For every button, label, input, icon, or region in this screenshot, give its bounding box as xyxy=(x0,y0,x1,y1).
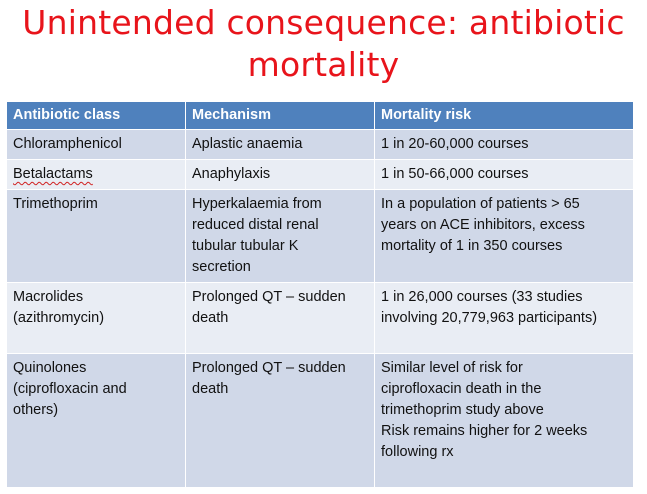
antibiotic-mortality-table xyxy=(6,101,634,488)
cell-text: tubular tubular K xyxy=(192,238,299,254)
cell-text: others) xyxy=(13,402,59,418)
cell-text: Anaphylaxis xyxy=(192,166,271,182)
cell-text: Chloramphenicol xyxy=(13,136,122,152)
cell-text: 1 in 26,000 courses (33 studies xyxy=(381,289,583,305)
cell-text: Macrolides xyxy=(13,289,84,305)
cell-mechanism xyxy=(186,160,375,190)
cell-text: (azithromycin) xyxy=(13,310,105,326)
cell-text: Similar level of risk for xyxy=(381,360,523,376)
cell-class xyxy=(7,160,186,190)
cell-text: In a population of patients > 65 xyxy=(381,196,580,212)
cell-text: 1 in 50-66,000 courses xyxy=(381,166,529,182)
title-line-2: mortality xyxy=(247,45,400,84)
cell-text: Quinolones xyxy=(13,360,87,376)
cell-class xyxy=(7,354,186,488)
cell-text: (ciprofloxacin and xyxy=(13,381,127,397)
cell-text: death xyxy=(192,381,229,397)
cell-text: secretion xyxy=(192,259,251,275)
title-line-1: Unintended consequence: antibiotic xyxy=(22,3,625,42)
cell-text: mortality of 1 in 350 courses xyxy=(381,238,563,254)
cell-text: involving 20,779,963 participants) xyxy=(381,310,598,326)
header-antibiotic-class: Antibiotic class xyxy=(7,102,186,130)
table-row-chloramphenicol xyxy=(7,130,634,160)
cell-mechanism xyxy=(186,190,375,283)
cell-mechanism xyxy=(186,283,375,354)
cell-text: Hyperkalaemia from xyxy=(192,196,322,212)
cell-text: trimethoprim study above xyxy=(381,402,544,418)
cell-risk xyxy=(375,190,634,283)
cell-text: Prolonged QT – sudden xyxy=(192,360,346,376)
cell-class xyxy=(7,130,186,160)
header-mortality-risk: Mortality risk xyxy=(375,102,634,130)
cell-text: 1 in 20-60,000 courses xyxy=(381,136,529,152)
slide-title xyxy=(0,2,647,86)
cell-mechanism xyxy=(186,130,375,160)
cell-risk xyxy=(375,160,634,190)
cell-class xyxy=(7,190,186,283)
cell-text: Betalactams xyxy=(13,166,93,182)
table-row-quinolones xyxy=(7,354,634,488)
cell-text: years on ACE inhibitors, excess xyxy=(381,217,585,233)
cell-risk xyxy=(375,283,634,354)
cell-text: Prolonged QT – sudden xyxy=(192,289,346,305)
header-mechanism: Mechanism xyxy=(186,102,375,130)
table-row-trimethoprim xyxy=(7,190,634,283)
cell-text: ciprofloxacin death in the xyxy=(381,381,542,397)
cell-text: Trimethoprim xyxy=(13,196,98,212)
cell-class xyxy=(7,283,186,354)
cell-text: Aplastic anaemia xyxy=(192,136,303,152)
table-row-betalactams xyxy=(7,160,634,190)
cell-mechanism xyxy=(186,354,375,488)
cell-risk xyxy=(375,354,634,488)
cell-text: Risk remains higher for 2 weeks xyxy=(381,423,588,439)
cell-text: following rx xyxy=(381,444,454,460)
cell-text: reduced distal renal xyxy=(192,217,319,233)
table-row-macrolides xyxy=(7,283,634,354)
table-header-row xyxy=(7,102,634,130)
cell-text: death xyxy=(192,310,229,326)
cell-risk xyxy=(375,130,634,160)
